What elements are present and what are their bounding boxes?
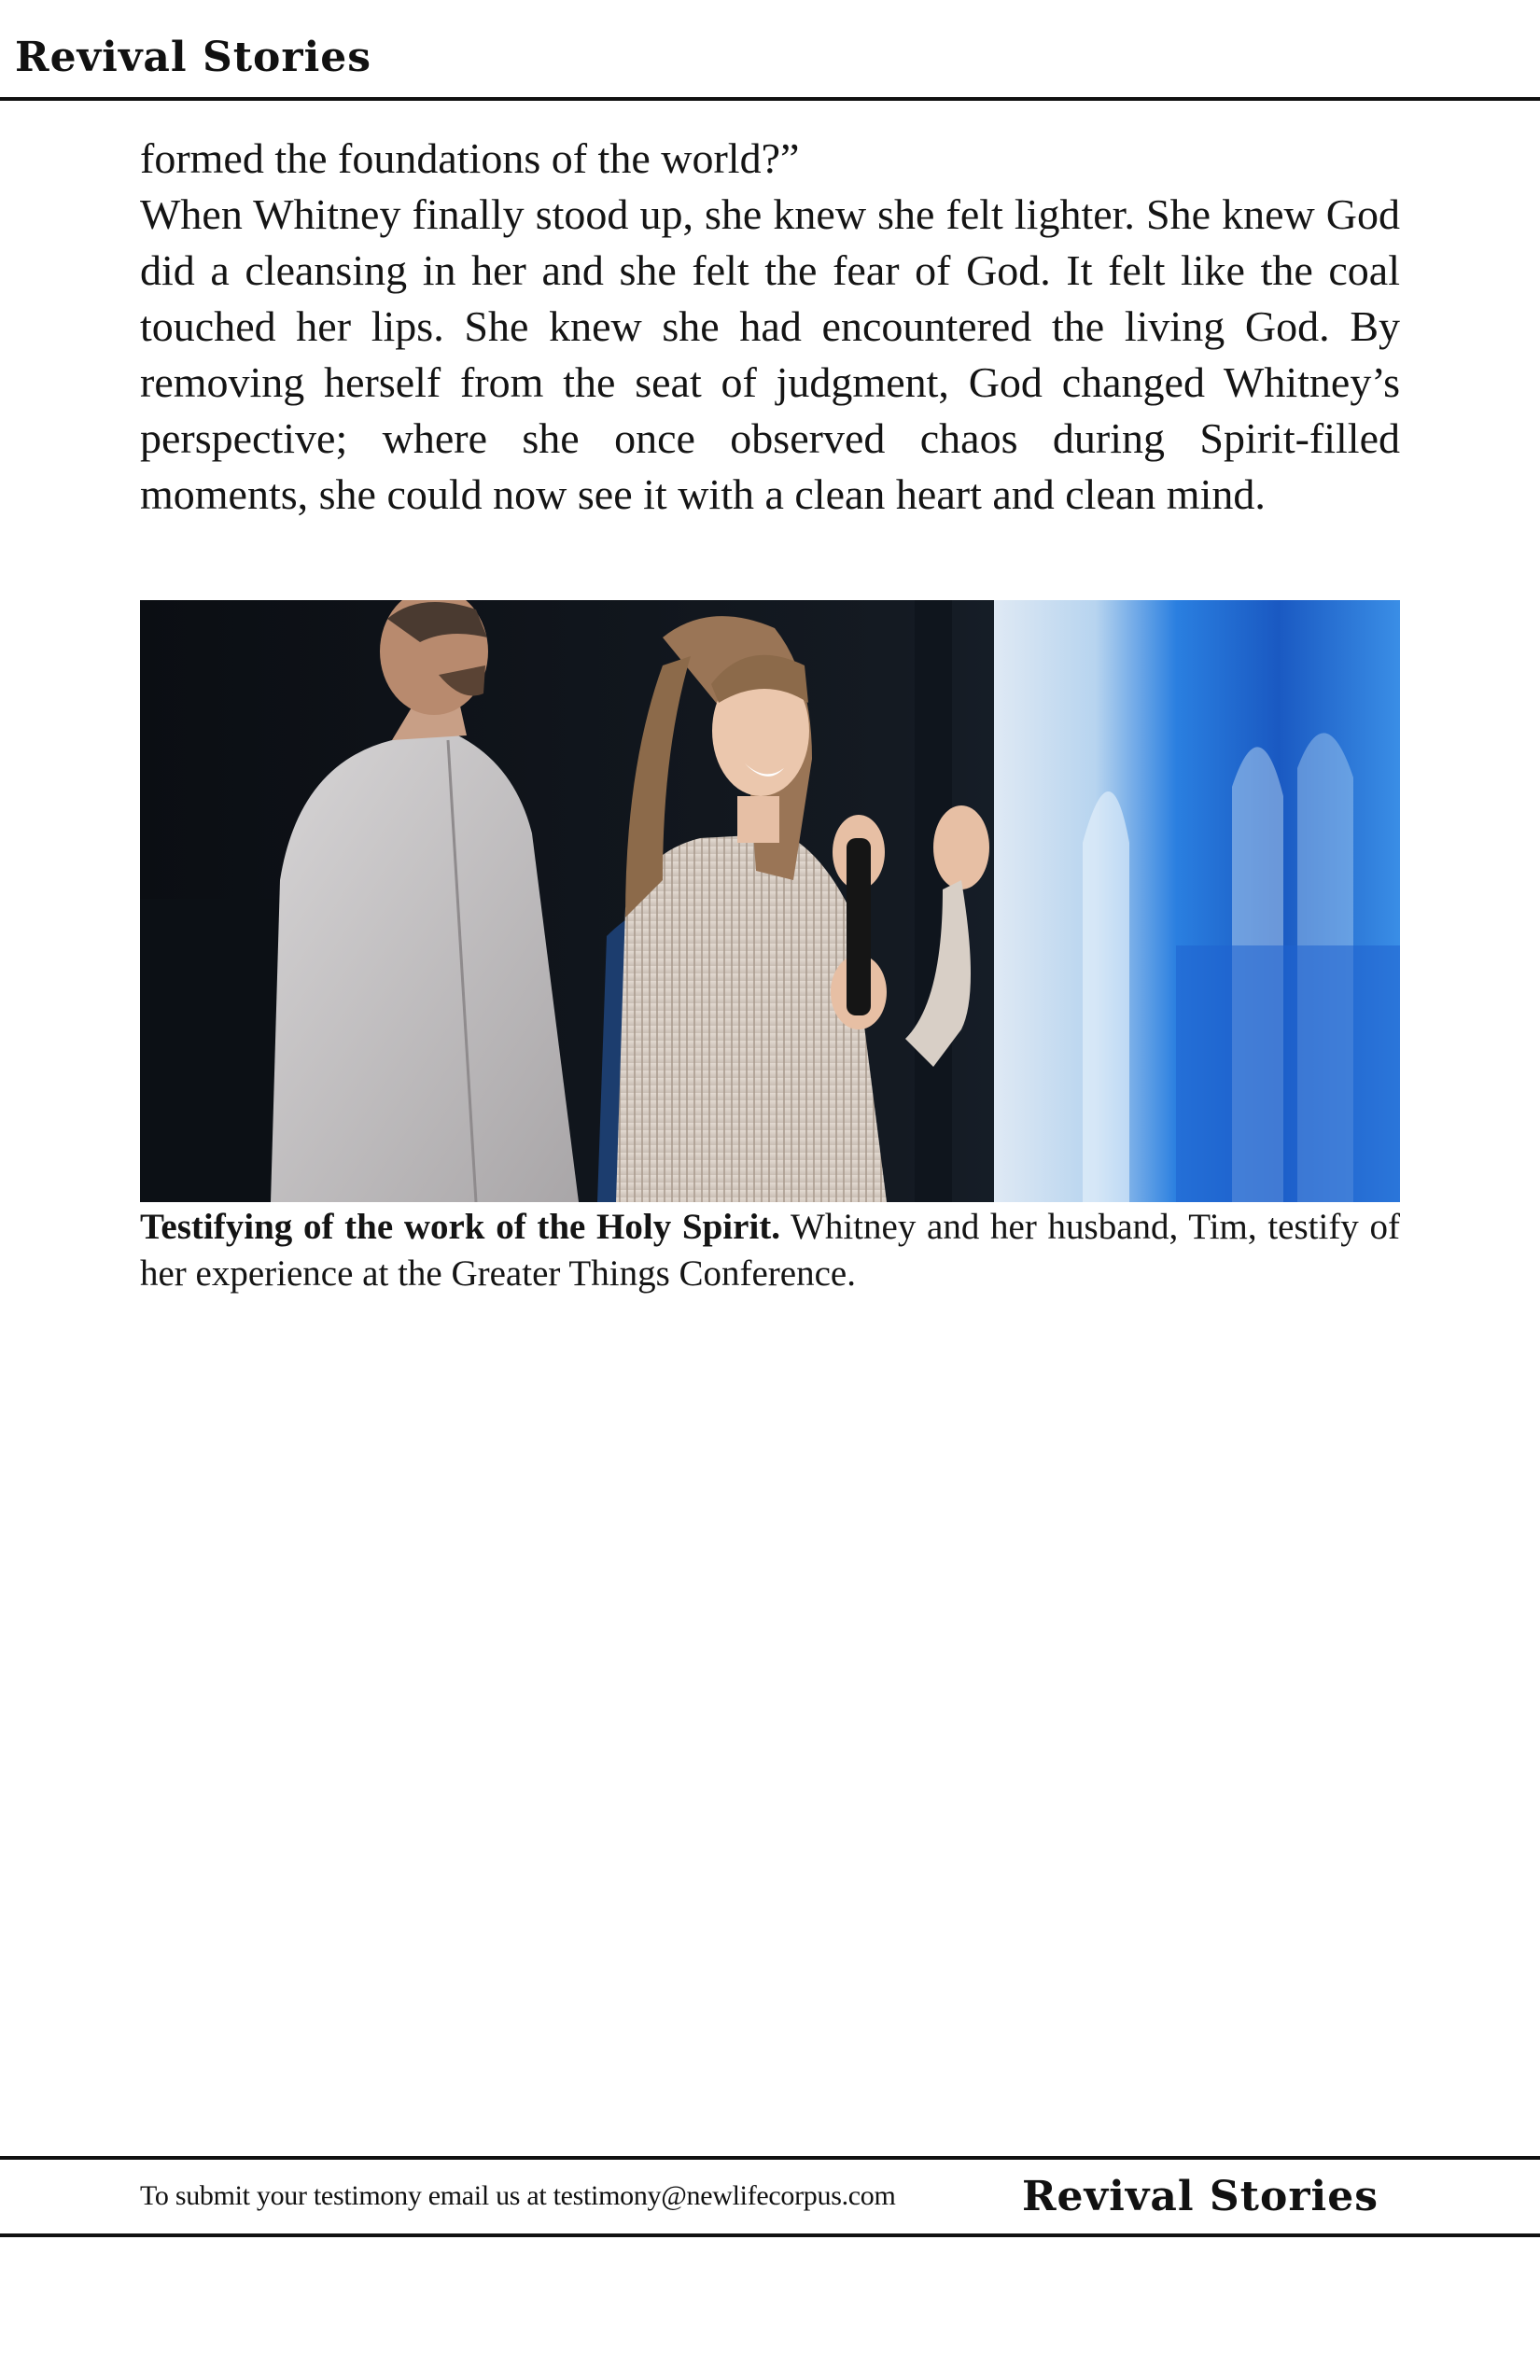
article-body: [140, 131, 1400, 523]
footer-masthead-logo: Revival Stories: [1021, 2173, 1379, 2220]
masthead-logo: Revival Stories: [15, 34, 372, 81]
page-footer: [0, 2156, 1540, 2237]
caption-title: Testifying of the work of the Holy Spirit.: [140, 1207, 781, 1247]
caption-text: Whitney and her husband, Tim, testify of her experience at the Greater Things Conference.: [140, 1207, 1400, 1294]
article-paragraph: When Whitney finally stood up, she knew she felt lighter. She knew God did a cleansing in her and she felt the fear of God. It felt like the coal touched her lips. She knew she had encountered the living God. By removing herself from the seat of judgment, God changed Whitney’s perspective; where she once observed chaos during Spirit-filled moments, she could now see it with a clean heart and clean mind.: [140, 190, 1400, 518]
photo-caption: [140, 1204, 1400, 1297]
article-photo: [140, 600, 1400, 1202]
article-paragraph: formed the foundations of the world?”: [140, 134, 800, 182]
submit-testimony-text: To submit your testimony email us at testimony@newlifecorpus.com: [140, 2180, 896, 2211]
page-header: [0, 0, 1540, 101]
